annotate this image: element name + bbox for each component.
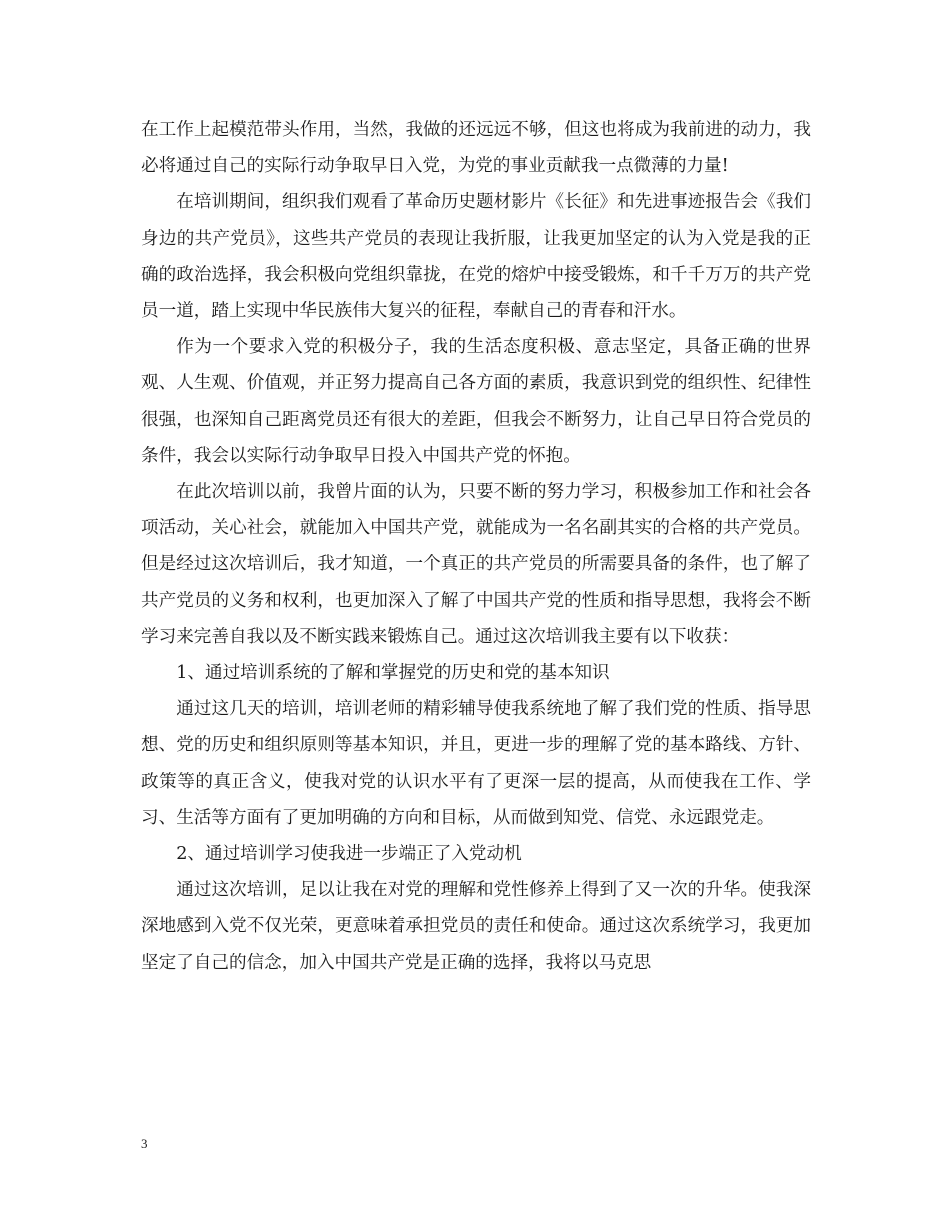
paragraph-before-training: 在此次培训以前，我曾片面的认为，只要不断的努力学习，积极参加工作和社会各项活动，关心社会，就能加入中国共产党，就能成为一名名副其实的合格的共产党员。但是经过这次培训后，我才知道，一个真正的共产党员的所需要具备的条件，也了解了共产党员的义务和权利，也更加深入了解了中国共产党的性质和指导思想，我将会不断学习来完善自我以及不断实践来锻炼自己。通过这次培训我主要有以下收获： [141, 482, 811, 647]
page-number: 3 [141, 1136, 148, 1151]
document-body [141, 112, 811, 981]
section-heading-2: 2、通过培训学习使我进一步端正了入党动机 [176, 844, 522, 865]
paragraph-activist-attitude: 作为一个要求入党的积极分子，我的生活态度积极、意志坚定，具备正确的世界观、人生观、价值观，并正努力提高自己各方面的素质，我意识到党的组织性、纪律性很强，也深知自己距离党员还有很大的差距，但我会不断努力，让自己早日符合党员的条件，我会以实际行动争取早日投入中国共产党的怀抱。 [141, 337, 811, 466]
section-heading-1: 1、通过培训系统的了解和掌握党的历史和党的基本知识 [176, 663, 610, 684]
paragraph-section-1: 通过这几天的培训，培训老师的精彩辅导使我系统地了解了我们党的性质、指导思想、党的历史和组织原则等基本知识，并且，更进一步的理解了党的基本路线、方针、政策等的真正含义，使我对党的认识水平有了更深一层的提高，从而使我在工作、学习、生活等方面有了更加明确的方向和目标，从而做到知党、信党、永远跟党走。 [141, 699, 811, 828]
paragraph-continued: 在工作上起模范带头作用，当然，我做的还远远不够，但这也将成为我前进的动力，我必将通过自己的实际行动争取早日入党，为党的事业贡献我一点微薄的力量! [141, 120, 811, 177]
paragraph-section-2: 通过这次培训，足以让我在对党的理解和党性修养上得到了又一次的升华。使我深深地感到入党不仅光荣，更意味着承担党员的责任和使命。通过这次系统学习，我更加坚定了自己的信念，加入中国共产党是正确的选择，我将以马克思 [141, 880, 811, 973]
paragraph-training-films: 在培训期间，组织我们观看了革命历史题材影片《长征》和先进事迹报告会《我们身边的共产党员》，这些共产党员的表现让我折服，让我更加坚定的认为入党是我的正确的政治选择，我会积极向党组织靠拢，在党的熔炉中接受锻炼，和千千万万的共产党员一道，踏上实现中华民族伟大复兴的征程，奉献自己的青春和汗水。 [141, 192, 811, 322]
